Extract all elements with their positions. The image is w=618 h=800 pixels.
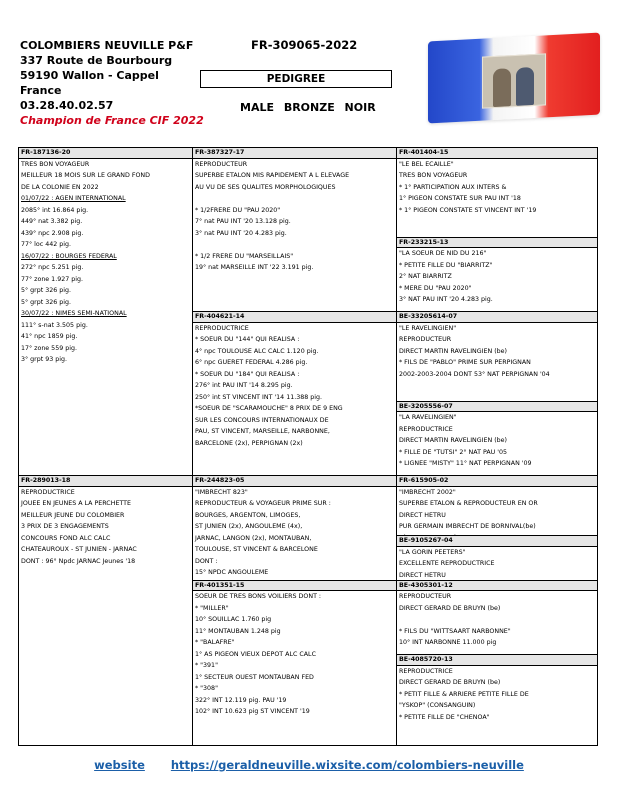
ring-number: FR-233215-13	[397, 238, 597, 249]
pedigree-cell-ffm	[397, 238, 597, 313]
pedigree-cell-mm	[193, 581, 397, 745]
breeder-info	[20, 38, 204, 128]
breeder-street: 337 Route de Bourbourg	[20, 54, 173, 67]
pedigree-cell-fff	[397, 148, 597, 238]
pedigree-line: * 1/2 FRERE DU "MARSEILLAIS"	[195, 252, 294, 260]
pedigree-line: "LA RAVELINGIEN"	[399, 414, 457, 422]
pedigree-table	[18, 147, 598, 746]
pedigree-line: REPRODUCTRICE	[399, 425, 453, 433]
pedigree-cell-mother	[19, 476, 193, 745]
pedigree-line: 19° nat MARSEILLE INT '22 3.191 pig.	[195, 264, 314, 271]
pedigree-line: 439° npc 2.908 pig.	[21, 229, 84, 237]
ring-number: BE-9105267-04	[397, 536, 597, 547]
ring-number: FR-187136-20	[19, 148, 192, 159]
ring-number: BE-4085720-13	[397, 655, 597, 666]
pedigree-line: * "391"	[195, 662, 218, 670]
pedigree-line: 276° int PAU INT '14 8.295 pig.	[195, 382, 293, 390]
pedigree-line: DIRECT GERARD DE BRUYN (be)	[399, 679, 501, 687]
pedigree-cell-mf	[193, 476, 397, 580]
pedigree-line: MEILLEUR JEUNE DU COLOMBIER	[21, 511, 125, 519]
pedigree-line: "IMBRECHT 823"	[195, 488, 248, 496]
pedigree-line: DONT :	[195, 557, 218, 565]
pedigree-line: AU VU DE SES QUALITES MORPHOLOGIQUES	[195, 183, 336, 191]
pedigree-line: 4° npc TOULOUSE ALC CALC 1.120 pig.	[195, 347, 319, 355]
ring-number: BE-33205614-07	[397, 312, 597, 323]
pedigree-line: *SOEUR DE "SCARAMOUCHE" 8 PRIX DE 9 ENG	[195, 405, 343, 413]
pedigree-line: * FILS DE "PABLO" PRIME SUR PERPIGNAN	[399, 359, 531, 367]
pedigree-line: 3° nat PAU INT '20 4.283 pig.	[195, 229, 287, 237]
pedigree-line: * SOEUR DU "184" QUI REALISA :	[195, 370, 300, 378]
pedigree-line	[193, 239, 396, 251]
pedigree-line: SOEUR DE TRES BONS VOILIERS DONT :	[195, 593, 322, 601]
pedigree-cell-mmf	[397, 581, 597, 656]
pedigree-line: JOUEE EN JEUNES A LA PERCHETTE	[21, 500, 131, 508]
pedigree-line: REPRODUCTEUR	[195, 160, 248, 168]
pedigree-line: TOULOUSE, ST VINCENT & BARCELONE	[195, 546, 318, 554]
pedigree-line: TRES BON VOYAGEUR	[399, 172, 468, 179]
pedigree-line: 272° npc 5.251 pig.	[21, 264, 84, 271]
sex-color	[240, 100, 376, 115]
pedigree-line: 3° NAT PAU INT '20 4.283 pig.	[399, 296, 493, 304]
pedigree-line: PAU, ST VINCENT, MARSEILLE, NARBONNE,	[195, 428, 330, 436]
pedigree-line: 16/07/22 : BOURGES FEDERAL	[21, 252, 117, 260]
pedigree-line: 322° INT 12.119 pig. PAU '19	[195, 696, 287, 704]
breeders-photo	[482, 53, 546, 108]
pedigree-line: REPRODUCTRICE	[195, 324, 249, 332]
pedigree-line: 41° npc 1859 pig.	[21, 333, 78, 340]
pedigree-line: BARCELONE (2x), PERPIGNAN (2x)	[195, 439, 303, 447]
pedigree-line: "LE BEL ECAILLE"	[399, 160, 454, 168]
pedigree-line: * PETITE FILLE DE "CHENOA"	[399, 713, 490, 721]
pedigree-line: 11° MONTAUBAN 1.248 pig	[195, 627, 281, 635]
pedigree-line: REPRODUCTEUR	[399, 593, 452, 601]
pedigree-label: PEDIGREE	[200, 70, 392, 88]
pedigree-line: REPRODUCTRICE	[399, 667, 453, 675]
pedigree-cell-fmf	[397, 312, 597, 402]
breeder-name: COLOMBIERS NEUVILLE P&F	[20, 39, 194, 52]
breeder-phone: 03.28.40.02.57	[20, 99, 114, 112]
pedigree-line: * MERE DU "PAU 2020"	[399, 284, 472, 292]
pedigree-line: * 1/2FRERE DU "PAU 2020"	[195, 206, 281, 214]
pedigree-line: MEILLEUR 18 MOIS SUR LE GRAND FOND	[21, 172, 150, 179]
pedigree-line: TRES BON VOYAGEUR	[21, 160, 90, 168]
breeder-city: 59190 Wallon - Cappel	[20, 69, 159, 82]
website-url[interactable]: https://geraldneuville.wixsite.com/colombiers-neuville	[170, 758, 524, 772]
pedigree-line: * FILLE DE "TUTSI" 2° NAT PAU '05	[399, 448, 507, 456]
pedigree-line: 17° zone 559 pig.	[21, 344, 77, 352]
pedigree-line: REPRODUCTEUR & VOYAGEUR PRIME SUR :	[195, 500, 331, 508]
pedigree-line: DIRECT HETRU	[399, 511, 446, 519]
pedigree-line: DONT : 96° Npdc JARNAC Jeunes '18	[21, 557, 136, 565]
pedigree-line: * LIGNEE "MISTY" 11° NAT PERPIGNAN '09	[399, 460, 532, 468]
pedigree-line: 01/07/22 : AGEN INTERNATIONAL	[21, 195, 126, 202]
ring-number: FR-387327-17	[193, 148, 396, 159]
pedigree-cell-mff	[397, 476, 597, 536]
pedigree-cell-mmm	[397, 655, 597, 745]
pedigree-line: 1° SECTEUR OUEST MONTAUBAN FED	[195, 673, 314, 681]
pedigree-line: * PETIT FILLE & ARRIERE PETITE FILLE DE	[399, 690, 529, 698]
pedigree-line: 6° npc GUERET FEDERAL 4.286 pig.	[195, 359, 308, 367]
pedigree-line	[397, 614, 597, 626]
pedigree-line: 5° grpt 326 pig.	[21, 287, 71, 294]
pedigree-line: DIRECT GERARD DE BRUYN (be)	[399, 604, 501, 612]
breeder-country: France	[20, 84, 62, 97]
pedigree-line: ST JUNIEN (2x), ANGOULEME (4x),	[195, 523, 303, 531]
plumage-color: BRONZE NOIR	[283, 101, 376, 114]
pedigree-cell-father	[19, 148, 193, 476]
sex: MALE	[240, 101, 274, 114]
pedigree-cell-mfm	[397, 536, 597, 581]
pedigree-line: JARNAC, LANGON (2x), MONTAUBAN,	[195, 534, 312, 542]
pedigree-line: * 1° PIGEON CONSTATE ST VINCENT INT '19	[399, 206, 537, 214]
pedigree-line: 111° s-nat 3.505 pig.	[21, 321, 88, 329]
pedigree-cell-ff	[193, 148, 397, 312]
pedigree-line: 30/07/22 : NIMES SEMI-NATIONAL	[21, 310, 127, 317]
pedigree-line: CHATEAUROUX - ST JUNIEN - JARNAC	[21, 546, 137, 554]
pedigree-line: 2002-2003-2004 DONT 53° NAT PERPIGNAN '04	[399, 370, 550, 378]
pedigree-line: REPRODUCTRICE	[21, 488, 75, 496]
pedigree-line: SUPERBE ETALON MIS RAPIDEMENT A L ELEVAGE	[195, 172, 350, 179]
ring-number: FR-404621-14	[193, 312, 396, 323]
ring-number: FR-244823-05	[193, 476, 396, 487]
pedigree-line: SUR LES CONCOURS INTERNATIONAUX DE	[195, 416, 329, 424]
pedigree-line: 10° SOUILLAC 1.760 pig	[195, 616, 272, 624]
pedigree-line: * 1° PARTICIPATION AUX INTERS &	[399, 183, 507, 191]
pedigree-cell-fmm	[397, 402, 597, 477]
ring-number: FR-615905-02	[397, 476, 597, 487]
pedigree-line: EXCELLENTE REPRODUCTRICE	[399, 560, 495, 568]
pedigree-line: * "MILLER"	[195, 604, 229, 612]
pedigree-line: 2° NAT BIARRITZ	[399, 273, 452, 281]
pedigree-line: DE LA COLONIE EN 2022	[21, 183, 99, 191]
person-silhouette	[516, 67, 534, 106]
pedigree-line: 10° INT NARBONNE 11.000 pig	[399, 639, 497, 647]
pedigree-line: 2085° int 16.864 pig.	[21, 206, 89, 214]
ring-number: FR-401404-15	[397, 148, 597, 159]
pedigree-line: REPRODUCTEUR	[399, 336, 452, 344]
pedigree-line: DIRECT MARTIN RAVELINGIEN (be)	[399, 347, 507, 355]
pedigree-line: * SOEUR DU "144" QUI REALISA :	[195, 336, 300, 344]
pedigree-line: * "BALAFRE"	[195, 639, 235, 647]
pedigree-line: 3 PRIX DE 3 ENGAGEMENTS	[21, 523, 109, 531]
pedigree-line: 1° PIGEON CONSTATE SUR PAU INT '18	[399, 195, 521, 202]
footer-website[interactable]	[0, 758, 618, 772]
pedigree-line: "LA GORIN PEETERS"	[399, 548, 466, 556]
pedigree-line: PUR GERMAIN IMBRECHT DE BORNIVAL(be)	[399, 523, 536, 531]
pedigree-line: 5° grpt 326 pig.	[21, 298, 71, 306]
pedigree-line: 15° NPDC ANGOULEME	[195, 569, 269, 577]
pedigree-line: DIRECT HETRU	[399, 571, 446, 579]
pedigree-line: 77° zone 1.927 pig.	[21, 275, 83, 283]
pedigree-line: SUPERBE ETALON & REPRODUCTEUR EN OR	[399, 500, 538, 508]
ring-number: FR-401351-15	[193, 581, 396, 592]
pedigree-line: "YSKOP" (CONSANGUIN)	[399, 702, 476, 710]
pedigree-line: CONCOURS FOND ALC CALC	[21, 534, 111, 542]
pedigree-line: * PETITE FILLE DU "BIARRITZ"	[399, 261, 493, 269]
person-silhouette	[493, 68, 511, 107]
pedigree-line: 102° INT 10.623 pig ST VINCENT '19	[195, 708, 310, 716]
pedigree-line: "LE RAVELINGIEN"	[399, 324, 457, 332]
pedigree-line: "LA SOEUR DE NID DU 216"	[399, 250, 487, 258]
pedigree-line: DIRECT MARTIN RAVELINGIEN (be)	[399, 437, 507, 445]
pedigree-line: 1° AS PIGEON VIEUX DEPOT ALC CALC	[195, 650, 316, 658]
ring-number: BE-4305301-12	[397, 581, 597, 592]
pedigree-line	[193, 193, 396, 205]
pedigree-line: * "308"	[195, 685, 218, 693]
pedigree-line: 449° nat 3.382 pig.	[21, 218, 83, 225]
ring-number: FR-289013-18	[19, 476, 192, 487]
website-label[interactable]: website	[94, 758, 145, 772]
french-flag-photo	[428, 32, 600, 123]
pigeon-ring-number: FR-309065-2022	[251, 38, 358, 52]
pedigree-line: * FILS DU "WITTSAART NARBONNE"	[399, 627, 511, 635]
pedigree-line: 7° nat PAU INT '20 13.128 pig.	[195, 218, 291, 225]
pedigree-line: 3° grpt 93 pig.	[21, 356, 67, 363]
pedigree-line: 77° loc 442 pig.	[21, 241, 71, 248]
pedigree-cell-fm	[193, 312, 397, 476]
pedigree-line: "IMBRECHT 2002"	[399, 488, 456, 496]
ring-number: BE-3205556-07	[397, 402, 597, 413]
champion-title: Champion de France CIF 2022	[20, 114, 204, 127]
pedigree-line: 250° int ST VINCENT INT '14 11.388 pig.	[195, 393, 322, 401]
pedigree-line: BOURGES, ARGENTON, LIMOGES,	[195, 511, 301, 519]
